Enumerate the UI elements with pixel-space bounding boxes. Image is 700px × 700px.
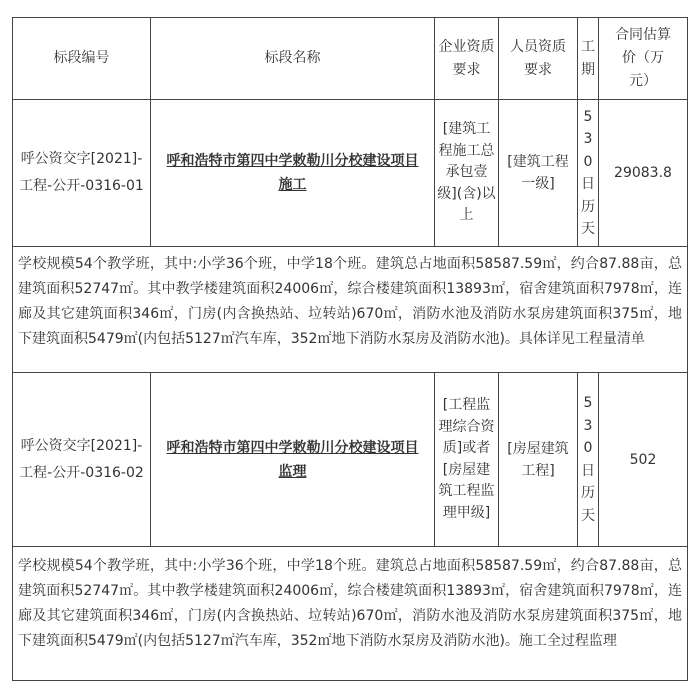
row2-section-code: 呼公资交字[2021]-工程-公开-0316-02 xyxy=(19,437,144,481)
row2-staff-qualification: [房屋建筑工程] xyxy=(507,440,569,479)
header-name: 标段名称 xyxy=(264,50,321,66)
header-company-qualification: 企业资质要求 xyxy=(438,38,495,78)
period-char: 0 xyxy=(583,153,593,170)
period-char: 历 xyxy=(581,198,595,215)
period-char: 3 xyxy=(583,417,593,434)
row-divider xyxy=(12,246,688,247)
row1-description: 学校规模54个教学班，其中:小学36个班，中学18个班。建筑总占地面积58587.59㎡，约合87.88亩，总建筑面积52747㎡。其中教学楼建筑面积24006㎡，综合楼建筑面积13893㎡，宿舍建筑面积7978㎡，连廊及其它建筑面积346㎡，门房(内含换热站、垃转站)670㎡，消防水池及消防水泵房建筑面积375㎡，地下建筑面积5479㎡(内包括5127㎡汽车库，352㎡地下消防水泵房及消防水池)。具体详见工程量清单 xyxy=(18,256,682,347)
row1-section-code: 呼公资交字[2021]-工程-公开-0316-01 xyxy=(19,151,144,194)
period-char: 0 xyxy=(583,440,593,456)
row2-company-qualification: [工程监理综合资质]或者[房屋建筑工程监理甲级] xyxy=(438,397,495,521)
period-char: 天 xyxy=(581,507,595,524)
row1-staff-qualification: [建筑工程一级] xyxy=(507,154,569,192)
row1-period xyxy=(578,100,598,246)
period-char: 日 xyxy=(581,176,595,192)
period-char: 日 xyxy=(581,462,595,479)
row-divider xyxy=(12,546,688,547)
row2-section-name: 呼和浩特市第四中学敕勒川分校建设项目监理 xyxy=(166,439,419,480)
period-char: 历 xyxy=(581,485,595,501)
header-period: 工期 xyxy=(581,38,595,78)
row2-period xyxy=(578,373,598,546)
bid-section-table xyxy=(12,17,688,681)
period-char: 5 xyxy=(583,395,593,411)
table-border-right xyxy=(687,17,688,681)
table-border-bottom xyxy=(12,680,688,681)
row1-contract-price: 29083.8 xyxy=(614,165,672,181)
row2-description: 学校规模54个教学班，其中:小学36个班，中学18个班。建筑总占地面积58587.59㎡，约合87.88亩，总建筑面积52747㎡。其中教学楼建筑面积24006㎡，综合楼建筑面积13893㎡，宿舍建筑面积7978㎡，连廊及其它建筑面积346㎡，门房(内含换热站、垃转站)670㎡，消防水池及消防水泵房建筑面积375㎡，地下建筑面积5479㎡(内包括5127㎡汽车库，352㎡地下消防水泵房及消防水池)。施工全过程监理 xyxy=(18,558,682,649)
header-staff-qualification: 人员资质要求 xyxy=(510,38,566,78)
header-contract-price: 合同估算价（万元） xyxy=(615,27,671,89)
row1-company-qualification: [建筑工程施工总承包壹级](含)以上 xyxy=(437,121,496,224)
row2-contract-price: 502 xyxy=(629,451,657,468)
period-char: 天 xyxy=(581,221,595,237)
row1-section-name: 呼和浩特市第四中学敕勒川分校建设项目施工 xyxy=(166,153,419,193)
header-code: 标段编号 xyxy=(53,50,110,66)
period-char: 5 xyxy=(583,108,593,125)
period-char: 3 xyxy=(583,131,593,147)
